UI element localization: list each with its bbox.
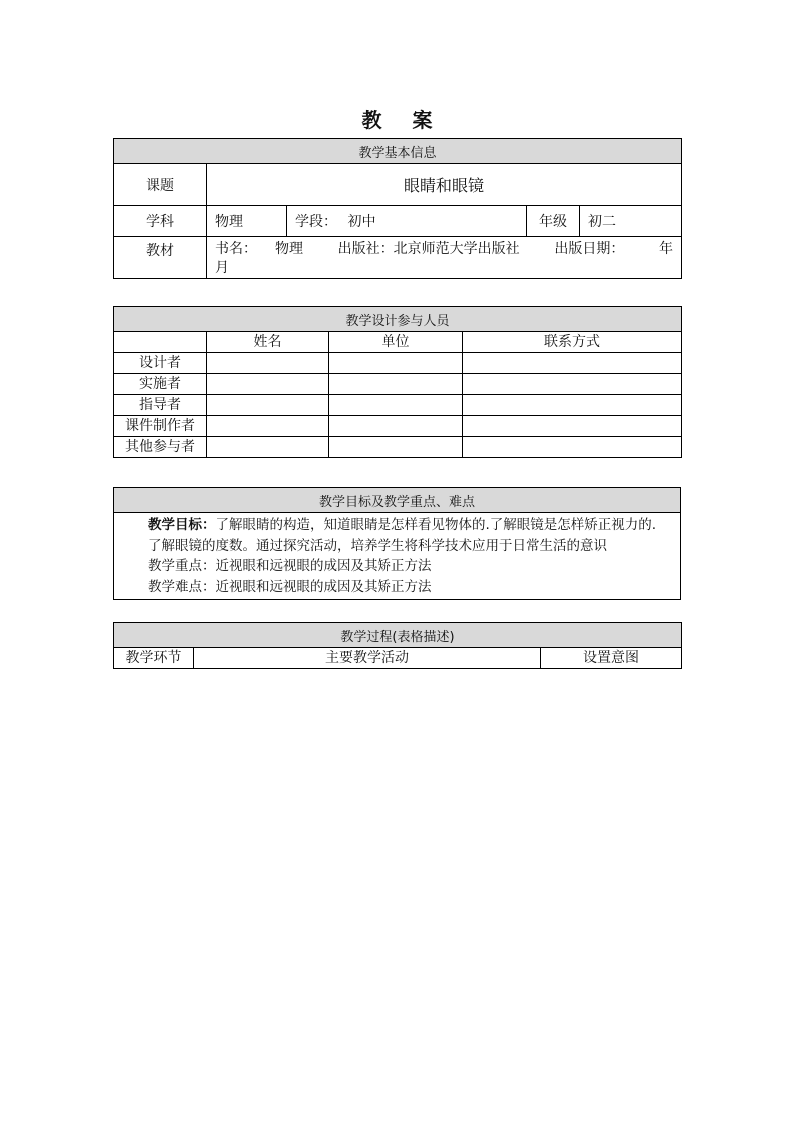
goal-text-1: 了解眼睛的构造，知道眼睛是怎样看见物体的.了解眼镜是怎样矫正视力的. [215, 517, 657, 533]
table-cell [207, 395, 329, 416]
goal-text-2: 了解眼镜的度数。通过探究活动，培养学生将科学技术应用于日常生活的意识 [148, 537, 607, 554]
material-label: 教材 [114, 237, 207, 279]
goal-label: 教学目标： [148, 517, 216, 533]
column-contact: 联系方式 [463, 332, 682, 353]
table-cell [463, 437, 682, 458]
pub-date-label: 出版日期： [554, 241, 625, 257]
document-title: 教 案 [361, 108, 445, 132]
objectives-header: 教学目标及教学重点、难点 [114, 488, 681, 513]
basic-info-header: 教学基本信息 [114, 139, 682, 164]
process-table [113, 622, 682, 669]
column-activities: 主要教学活动 [194, 648, 541, 669]
role-other: 其他参与者 [114, 437, 207, 458]
process-header: 教学过程(表格描述) [114, 623, 682, 648]
table-cell [463, 395, 682, 416]
table-cell [329, 353, 463, 374]
publisher-label: 出版社： [337, 241, 394, 257]
stage-label: 学段： [295, 214, 337, 230]
column-stage: 教学环节 [114, 648, 194, 669]
role-advisor: 指导者 [114, 395, 207, 416]
difficult-point: 教学难点：近视眼和远视眼的成因及其矫正方法 [148, 578, 432, 595]
month-label: 月 [215, 260, 229, 276]
book-value: 物理 [275, 241, 303, 257]
table-cell [207, 416, 329, 437]
column-intent: 设置意图 [541, 648, 682, 669]
material-info [207, 237, 682, 279]
participants-header: 教学设计参与人员 [114, 307, 682, 332]
stage-cell [287, 206, 527, 237]
role-designer: 设计者 [114, 353, 207, 374]
lesson-topic: 眼睛和眼镜 [207, 164, 682, 206]
objectives-body [114, 513, 681, 600]
stage-value: 初中 [347, 214, 376, 230]
publisher-value: 北京师范大学出版社 [393, 241, 520, 257]
corner-cell [114, 332, 207, 353]
table-cell [463, 374, 682, 395]
book-label: 书名： [215, 241, 257, 257]
role-implementer: 实施者 [114, 374, 207, 395]
table-cell [329, 374, 463, 395]
subject-label: 学科 [114, 206, 207, 237]
grade-label: 年级 [527, 206, 580, 237]
table-cell [463, 416, 682, 437]
participants-table [113, 306, 682, 458]
objectives-table [113, 487, 681, 600]
year-label: 年 [659, 241, 674, 257]
table-cell [207, 374, 329, 395]
table-cell [463, 353, 682, 374]
topic-label: 课题 [114, 164, 207, 206]
table-cell [329, 437, 463, 458]
grade-value: 初二 [580, 206, 682, 237]
table-cell [329, 395, 463, 416]
table-cell [207, 353, 329, 374]
subject-value: 物理 [207, 206, 287, 237]
role-courseware-maker: 课件制作者 [114, 416, 207, 437]
column-unit: 单位 [329, 332, 463, 353]
basic-info-table [113, 138, 682, 279]
table-cell [207, 437, 329, 458]
table-cell [329, 416, 463, 437]
key-point: 教学重点：近视眼和远视眼的成因及其矫正方法 [148, 558, 432, 574]
column-name: 姓名 [207, 332, 329, 353]
